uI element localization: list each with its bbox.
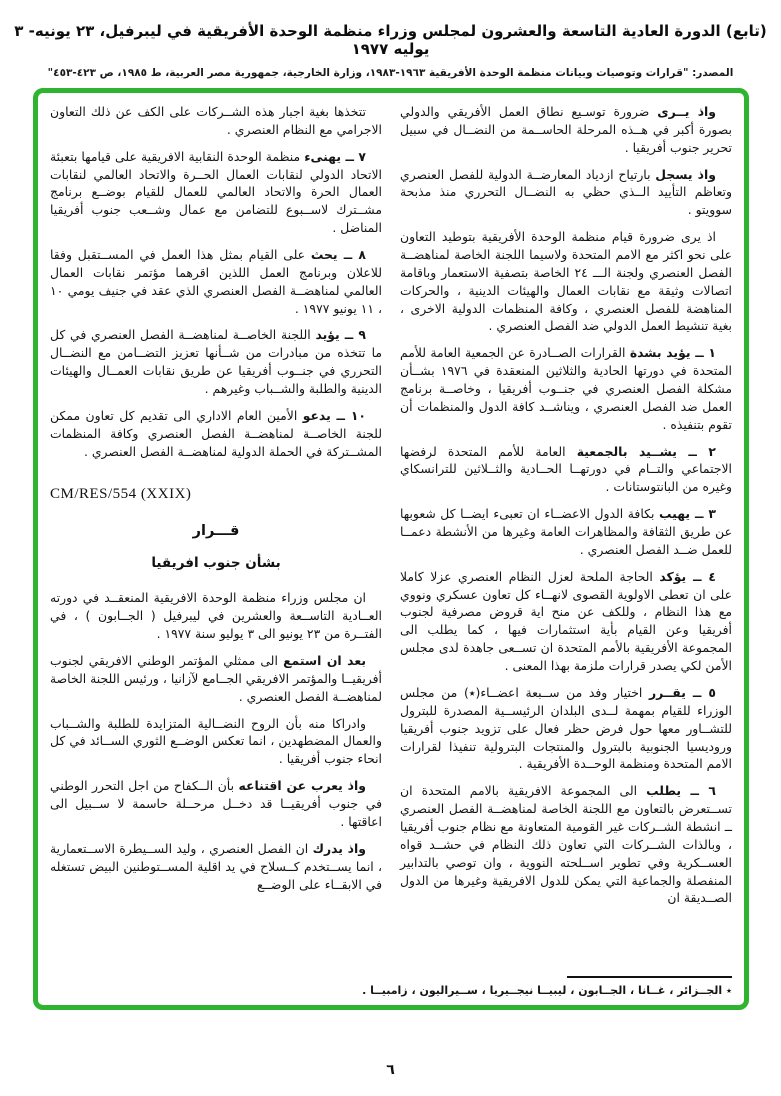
source-citation: المصدر: "قرارات وتوصيات وبيانات منظمة الوحدة الأفريقية ١٩٦٣-١٩٨٣، وزارة الخارجية، جمهورية مصر العربية، ط ١٩٨٥، ص ٤٢٣-٤٥٣" [47, 67, 734, 79]
paragraph [50, 840, 382, 894]
paragraph-lead: واذ يدرك [312, 840, 366, 856]
paragraph [400, 568, 732, 675]
footnote [208, 976, 732, 997]
paragraph-lead: ٧ ــ يهنىء [304, 148, 366, 164]
paragraph-text: بكافة الدول الاعضــاء ان تعبىء ايضــا كل شعوبها عن طريق الثقافة والمظاهرات العامة وغيرها من الأنشطة دعمــا للعمل ضــد الفصل العنصري . [400, 506, 732, 557]
paragraph-text: تتخذها بغية اجبار هذه الشــركات على الكف عن ذلك التعاون الاجرامي مع النظام العنصري . [50, 104, 382, 137]
paragraph-text: العامة للأمم المتحدة لرفضها الاجتماعي والتــام في دورتهــا الحــادية والثــلاثين للترانسكاي وغيره من البانتوستانات . [400, 443, 732, 495]
paragraph-lead: واذ يــرى [657, 104, 716, 119]
paragraph [400, 684, 732, 773]
paragraph [400, 344, 732, 433]
paragraph [50, 777, 382, 831]
paragraph [50, 326, 382, 397]
footnote-marker: ٭ [726, 984, 732, 997]
paragraph-lead: ٣ ــ يهيب [659, 506, 716, 522]
paragraph-lead: ٤ ــ يؤكد [659, 568, 716, 584]
paragraph [400, 443, 732, 497]
paragraph [50, 148, 382, 237]
paragraph [400, 228, 732, 335]
paragraph [50, 715, 382, 769]
resolution-title: قـــرار [192, 523, 240, 540]
paragraph-text: ان الفصل العنصري ، وليد الســيطرة الاســتعمارية ، انما يســتخدم كــسلاح في يد اقلية المســتوطنين البيض تستغله في الابقــاء على الوضــع [50, 840, 382, 892]
paragraph-lead: ١ ــ يؤيد بشدة [629, 345, 716, 361]
paragraph [50, 246, 382, 317]
paragraph-lead: ٦ ــ يطلب [646, 783, 716, 799]
paragraph [400, 782, 732, 907]
paragraph-lead: ٩ ــ يؤيد [315, 327, 366, 343]
paragraph-text: الى المجموعة الافريقية بالامم المتحدة ان تســتعرض بالتعاون مع اللجنة الخاصة لمناهضــة الفصل العنصري ــ انشطة الشــركات غير القومية المتعاونة مع نظام جنوب أفريقيا ، وبالذات الشــركات التي تعاون ذلك النظام في حشــد قواه العســكرية وفي تطوير اســلحته النووية ، وان توصي بالتدابير المنفصلة والجماعية التي يمكن للدول الافريقية وغيرها من الدول الصــديقة ان [400, 783, 732, 906]
paragraph-lead: ١٠ ــ يدعو [302, 407, 366, 423]
paragraph-text: الحاجة الملحة لعزل النظام العنصري عزلا كاملا على ان تعطى الاولوية القصوى لانهــاء كل تعاون عسكري ونووي مع هذا النظام ، وللكف عن منح اية قروض مصرفية لجنوب أفريقيا وعن القيام بأية استثمارات فيها ، كما يطلب الى المجموعة الأفريقية بالأمم المتحدة ان تســعى جاهدة لدى مجلس الأمن لكي يصدر قرارات ملزمة بهذا المعنى . [400, 568, 732, 674]
paragraph-text: ضرورة توسـيع نطاق العمل الأفريقي والدولي بصورة أكبر في هــذه المرحلة الحاســمة من النضــال في سبيل تحرير جنوب أفريقيا . [400, 104, 732, 155]
paragraph-text: منظمة الوحدة النقابية الافريقية على قيامها بتعبئة الاتحاد الدولي لنقابات العمال الحــرة والاتحاد العالمي لنقابات العمال الحرة والاتحاد العالمي للعمال للقيام بوضــع برنامج مشــترك لاســبوع للتضامن مع عمال وشــعب جنوب أفريقيا المناضل . [50, 148, 382, 236]
paragraph [50, 589, 382, 643]
paragraph-lead: ٨ ــ يحث [310, 247, 366, 263]
paragraph [400, 166, 732, 220]
paragraph-text: على القيام بمثل هذا العمل في المســتقبل وفقا للاعلان وبرنامج العمل اللذين اقرهما مؤتمر نقابات العمال العالمي لمناهضــة الفصل العنصري الذي عقد في جنيف يومي ١٠ ، ١١ يونيو ١٩٧٧ . [50, 247, 382, 316]
footnote-text: الجــزائر ، غــانا ، الجــابون ، ليبيــا نيجــيريا ، ســيراليون ، زامبيــا . [362, 984, 723, 997]
page-number: ٦ [386, 1062, 395, 1078]
column-left [50, 103, 382, 997]
footnote-divider [567, 976, 732, 978]
paragraph-lead: ٥ ــ يقــرر [648, 684, 716, 700]
paragraph [400, 505, 732, 559]
paragraph-lead: واذ يسجل [655, 166, 716, 182]
paragraph-text: اذ يرى ضرورة قيام منظمة الوحدة الأفريقية بتوطيد التعاون على نحو اكثر مع الامم المتحدة ولاسيما اللجنة الخاصة لمناهضــة الفصل العنصري ولجنة الـــ ٢٤ الخاصة بتصفية الاستعمار وباقامة اتصالات وثيقة مع نقابات العمال والهيئات الدينية ، والحركات المناهضة للفصل العنصري ، وكافة المنظمات الدولية الاخرى ، بغية تنشيط العمل الدولي ضد الفصل العنصري . [400, 229, 732, 334]
resolution-subtitle: بشأن جنوب افريقيا [151, 555, 281, 572]
paragraph-text: اللجنة الخاصــة لمناهضــة الفصل العنصري في كل ما تتخذه من مبادرات من شــأنها تعزيز التضــامن مع النضــال التحرري في جنــوب أفريقيا عن طريق نقابات العمــال والهيئات الدينية والطلبة والشــباب وغيرهم . [50, 327, 382, 397]
paragraph [50, 652, 382, 706]
paragraph-lead: واذ يعرب عن اقتناعه [238, 778, 366, 794]
page-header [0, 22, 781, 79]
resolution-code: CM/RES/554 (XXIX) [50, 486, 192, 503]
column-right [400, 103, 732, 997]
paragraph-text: بأن الــكفاح من اجل التحرر الوطني في جنوب أفريقيــا قد دخــل مرحــلة حاسمة لا ســبيل الى اعاقتها . [50, 778, 382, 829]
paragraph-lead: بعد ان استمع [283, 653, 366, 669]
paragraph-text: القرارات الصــادرة عن الجمعية العامة للأمم المتحدة في دورتها الحادية والثلاثين المنعقدة في ١٩٧٦ بشــأن مشكلة الفصل العنصري في جنــوب أفريقيا ، وخاصــة برنامج العمل ضد الفصل العنصري ، ويناشــد كافة الدول والمنظمات أن تقوم بتنفيذه . [400, 345, 732, 432]
highlighted-content-box [33, 88, 749, 1010]
paragraph-text: الأمين العام الاداري الى تقديم كل تعاون ممكن للجنة الخاصــة لمناهضــة الفصل العنصري وكافة المنظمات المشــتركة في الحملة الدولية لمناهضــة الفصل العنصري . [50, 407, 382, 459]
paragraph [50, 407, 382, 461]
paragraph-lead: ٢ ــ يشــيد بالجمعية [576, 443, 716, 459]
paragraph-text: اختيار وفد من ســبعة اعضــاء(٭) من مجلس الوزراء للقيام بمهمة لــدى البلدان الرئيســية المصدرة للبترول للتشــاور معها حول فرض حظر فعال على تزويد جنوب أفريقيا وروديسيا الجنوبية بالبترول والمنتجات البترولية تنفيذا لقرارات الامم المتحدة ومنظمة الوحــدة الأفريقية . [400, 684, 732, 772]
paragraph-text: بارتياح ازدياد المعارضــة الدولية للفصل العنصري وتعاظم التأييد الــذي حظي به النضــال التحرري منذ مذبحة سوويتو . [400, 166, 732, 218]
paragraph [50, 103, 382, 139]
paragraph-text: وادراكا منه بأن الروح النضــالية المتزايدة للطلبة والشــباب والعمال المضطهدين ، انما تعكس الوضــع الثوري الســائد في كل انحاء جنوب أفريقيا . [50, 715, 382, 767]
paragraph-text: الى ممثلي المؤتمر الوطني الافريقي لجنوب أفريقيــا والمؤتمر الافريقي الجــامع لآزانيا ، ورئيس اللجنة الخاصة لمناهضــة الفصل العنصري . [50, 653, 382, 704]
paragraph [400, 103, 732, 157]
paragraph-text: ان مجلس وزراء منظمة الوحدة الافريقية المنعقــد في دورته العــادية التاســعة والعشرين في ليبرفيل ( الجــابون ) ، في الفتــرة من ٢٣ يونيو الى ٣ يوليو سنة ١٩٧٧ . [50, 590, 382, 642]
session-title: (تابع) الدورة العادية التاسعة والعشرون لمجلس وزراء منظمة الوحدة الأفريقية في ليبرفيل، ٢٣ يونيه- ٣ يوليه ١٩٧٧ [14, 22, 767, 58]
